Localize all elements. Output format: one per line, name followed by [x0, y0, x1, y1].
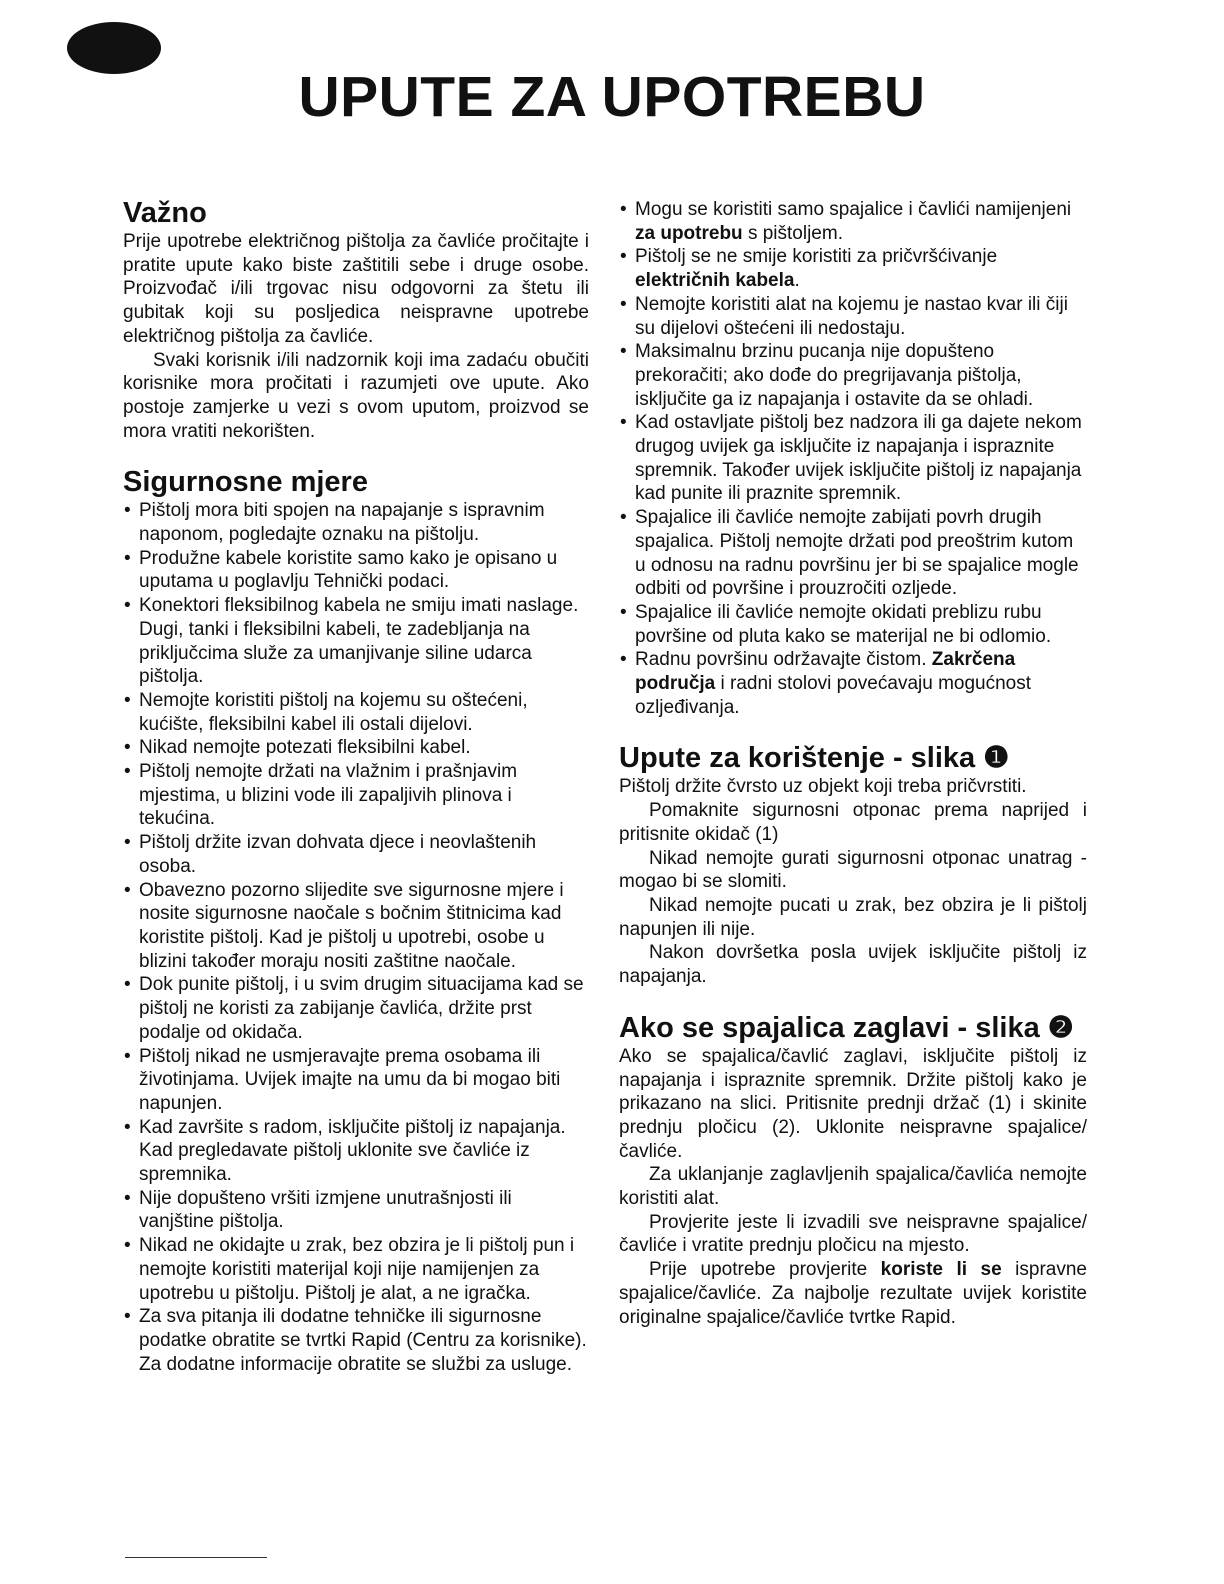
text-run: Ako se spajalica/čavlić zaglavi, isključite pištolj iz napajanja i ispraznite spremnik. Držite pištolj kako je prikazano na slici. Pritisnite prednji držač (1) i skinite prednju pločicu (2). Uklonite neispravne spajalice/čavliće. [619, 1045, 1087, 1162]
list-item [123, 499, 589, 546]
text-run: Konektori fleksibilnog kabela ne smiju imati naslage. Dugi, tanki i fleksibilni kabeli, te zadebljanja na priključcima služe za umanjivanje siline udarca pištolja. [139, 595, 579, 688]
text-run: Sigurnosne mjere [123, 466, 368, 499]
list-item [123, 547, 589, 594]
list-item [619, 411, 1087, 506]
text-run: ispravne spajalice/čavliće. Za najbolje rezultate uvijek koristite originalne spajalice/čavliće tvrtke Rapid. [619, 1259, 1087, 1328]
list-item [123, 1305, 589, 1376]
bold-text: za upotrebu [635, 222, 743, 244]
section-heading [123, 465, 589, 499]
text-run: Dok punite pištolj, i u svim drugim situacijama kad se pištolj ne koristi za zabijanje čavlića, držite prst podalje od okidača. [139, 974, 584, 1043]
text-run: Nije dopušteno vršiti izmjene unutrašnjosti ili vanjštine pištolja. [139, 1187, 512, 1233]
paragraph [619, 941, 1087, 988]
text-run: Svaki korisnik i/ili nadzornik koji ima zadaću obučiti korisnike mora pročitati i razumjeti ove upute. Ako postoje zamjerke u vezi s ovom uputom, proizvod se mora vratiti nekorišten. [123, 349, 589, 442]
list-item [619, 293, 1087, 340]
list-item [619, 340, 1087, 411]
bold-text: električnih kabela [635, 270, 795, 292]
text-run: Nemojte koristiti pištolj na kojemu su oštećeni, kućište, fleksibilni kabel ili ostali dijelovi. [139, 689, 528, 735]
text-run: Produžne kabele koristite samo kako je opisano u uputama u poglavlju Tehnički podaci. [139, 547, 558, 593]
text-run: Pištolj mora biti spojen na napajanje s ispravnim naponom, pogledajte oznaku na pištolju. [139, 500, 545, 546]
list-item [619, 648, 1087, 719]
text-run: Za sva pitanja ili dodatne tehničke ili sigurnosne podatke obratite se tvrtki Rapid (Centru za korisnike). Za dodatne informacije obratite se službi za usluge. [139, 1306, 587, 1375]
text-run: Nikad nemojte gurati sigurnosni otponac unatrag - mogao bi se slomiti. [619, 847, 1087, 893]
text-run: Nikad ne okidajte u zrak, bez obzira je li pištolj pun i nemojte koristiti materijal koji nije namijenjen za upotrebu u pištolju. Pištolj je alat, a ne igračka. [139, 1235, 575, 1304]
section-heading [619, 1011, 1087, 1045]
text-run: Upute za korištenje - slika ❶ [619, 742, 1010, 775]
spacer [619, 989, 1087, 1011]
bullet-list [123, 499, 589, 1376]
text-run: i radni stolovi povećavaju mogućnost ozljeđivanja. [635, 673, 1032, 718]
text-run: Pištolj držite izvan dohvata djece i neovlaštenih osoba. [139, 832, 537, 877]
list-item [123, 1116, 589, 1187]
list-item [123, 973, 589, 1044]
text-run: Pištolj nemojte držati na vlažnim i prašnjavim mjestima, u blizini vode ili zapaljivih plinova i tekućina. [139, 761, 518, 830]
text-run: Radnu površinu održavajte čistom. [635, 649, 932, 671]
text-run: . [794, 270, 800, 292]
text-run: Nemojte koristiti alat na kojemu je nastao kvar ili čiji su dijelovi oštećeni ili nedostaju. [635, 293, 1068, 339]
text-run: Spajalice ili čavliće nemojte zabijati povrh drugih spajalica. Pištolj nemojte držati pod preoštrim kutom u odnosu na radnu površinu jer bi se spajalice mogle odbiti od površine i prouzročiti ozljede. [635, 507, 1079, 600]
text-run: Pištolj nikad ne usmjeravajte prema osobama ili životinjama. Uvijek imajte na umu da bi mogao biti napunjen. [139, 1045, 561, 1114]
list-item [123, 736, 589, 760]
list-item [123, 594, 589, 689]
text-run: Obavezno pozorno slijedite sve sigurnosne mjere i nosite sigurnosne naočale s bočnim štitnicima kad koristite pištolj. Kad je pištolj u upotrebi, osobe u blizini također moraju nositi zaštitne naočale. [139, 879, 564, 972]
list-item [123, 831, 589, 878]
text-run: Pomaknite sigurnosni otponac prema naprijed i pritisnite okidač (1) [619, 800, 1087, 845]
text-run: Pištolj držite čvrsto uz objekt koji treba pričvrstiti. [619, 776, 1027, 798]
left-column [123, 196, 589, 1376]
text-run: Nikad nemojte pucati u zrak, bez obzira je li pištolj napunjen ili nije. [619, 894, 1087, 940]
paragraph [619, 775, 1087, 799]
paragraph [123, 230, 589, 349]
spacer [123, 443, 589, 465]
list-item [123, 1187, 589, 1234]
paragraph [619, 847, 1087, 894]
right-column [619, 198, 1087, 1329]
text-run: Pištolj se ne smije koristiti za pričvršćivanje [635, 246, 998, 268]
bold-text: koriste li se [880, 1259, 1002, 1281]
text-run: Provjerite jeste li izvadili sve neispravne spajalice/čavliće i vratite prednju pločicu na mjesto. [619, 1211, 1087, 1257]
paragraph [619, 894, 1087, 941]
text-run: Mogu se koristiti samo spajalice i čavlići namijenjeni [635, 199, 1072, 220]
paragraph [619, 1163, 1087, 1210]
text-run: Maksimalnu brzinu pucanja nije dopušteno prekoračiti; ako dođe do pregrijavanja pištolja, isključite ga iz napajanja i ostavite da se ohladi. [635, 341, 1034, 410]
paragraph [619, 799, 1087, 846]
text-run: Važno [123, 197, 207, 229]
list-item [123, 1234, 589, 1305]
section-heading [123, 196, 589, 230]
text-run: Prije upotrebe električnog pištolja za čavliće pročitajte i pratite upute kako biste zaštitili sebe i druge osobe. Proizvođač i/ili trgovac nisu odgovorni za štetu ili gubitak koji su posljedica neispravne upotrebe električnog pištolja za čavliće. [123, 231, 589, 347]
text-run: Kad završite s radom, isključite pištolj iz napajanja. Kad pregledavate pištolj uklonite sve čavliće iz spremnika. [139, 1116, 566, 1186]
footnote-divider [125, 1557, 267, 1558]
bullet-list [619, 198, 1087, 719]
text-run: Ako se spajalica zaglavi - slika ❷ [619, 1011, 1074, 1044]
text-run: Za uklanjanje zaglavljenih spajalica/čavlića nemojte koristiti alat. [619, 1164, 1087, 1210]
section-heading [619, 741, 1087, 775]
text-run: Nakon dovršetka posla uvijek isključite pištolj iz napajanja. [619, 942, 1087, 988]
bold-text: Zakrčena područja [635, 649, 1016, 695]
text-run: Nikad nemojte potezati fleksibilni kabel. [139, 737, 471, 759]
list-item [619, 601, 1087, 648]
text-run: Prije upotrebe provjerite [649, 1259, 881, 1281]
paragraph [619, 1045, 1087, 1164]
list-item [123, 1045, 589, 1116]
paragraph [123, 349, 589, 444]
list-item [123, 689, 589, 736]
paragraph [619, 1258, 1087, 1329]
list-item [123, 879, 589, 974]
list-item [619, 506, 1087, 601]
list-item [619, 245, 1087, 292]
text-run: Kad ostavljate pištolj bez nadzora ili ga dajete nekom drugog uvijek ga isključite iz napajanja i ispraznite spremnik. Također uvijek isključite pištolj iz napajanja kad punite ili praznite spremnik. [635, 412, 1082, 505]
spacer [619, 719, 1087, 741]
text-run: s pištoljem. [742, 222, 843, 244]
page-title: UPUTE ZA UPOTREBU [298, 65, 926, 129]
list-item [123, 760, 589, 831]
paragraph [619, 1211, 1087, 1258]
text-run: Spajalice ili čavliće nemojte okidati preblizu rubu površine od pluta kako se materijal ne bi odlomio. [635, 601, 1052, 647]
list-item [619, 198, 1087, 245]
